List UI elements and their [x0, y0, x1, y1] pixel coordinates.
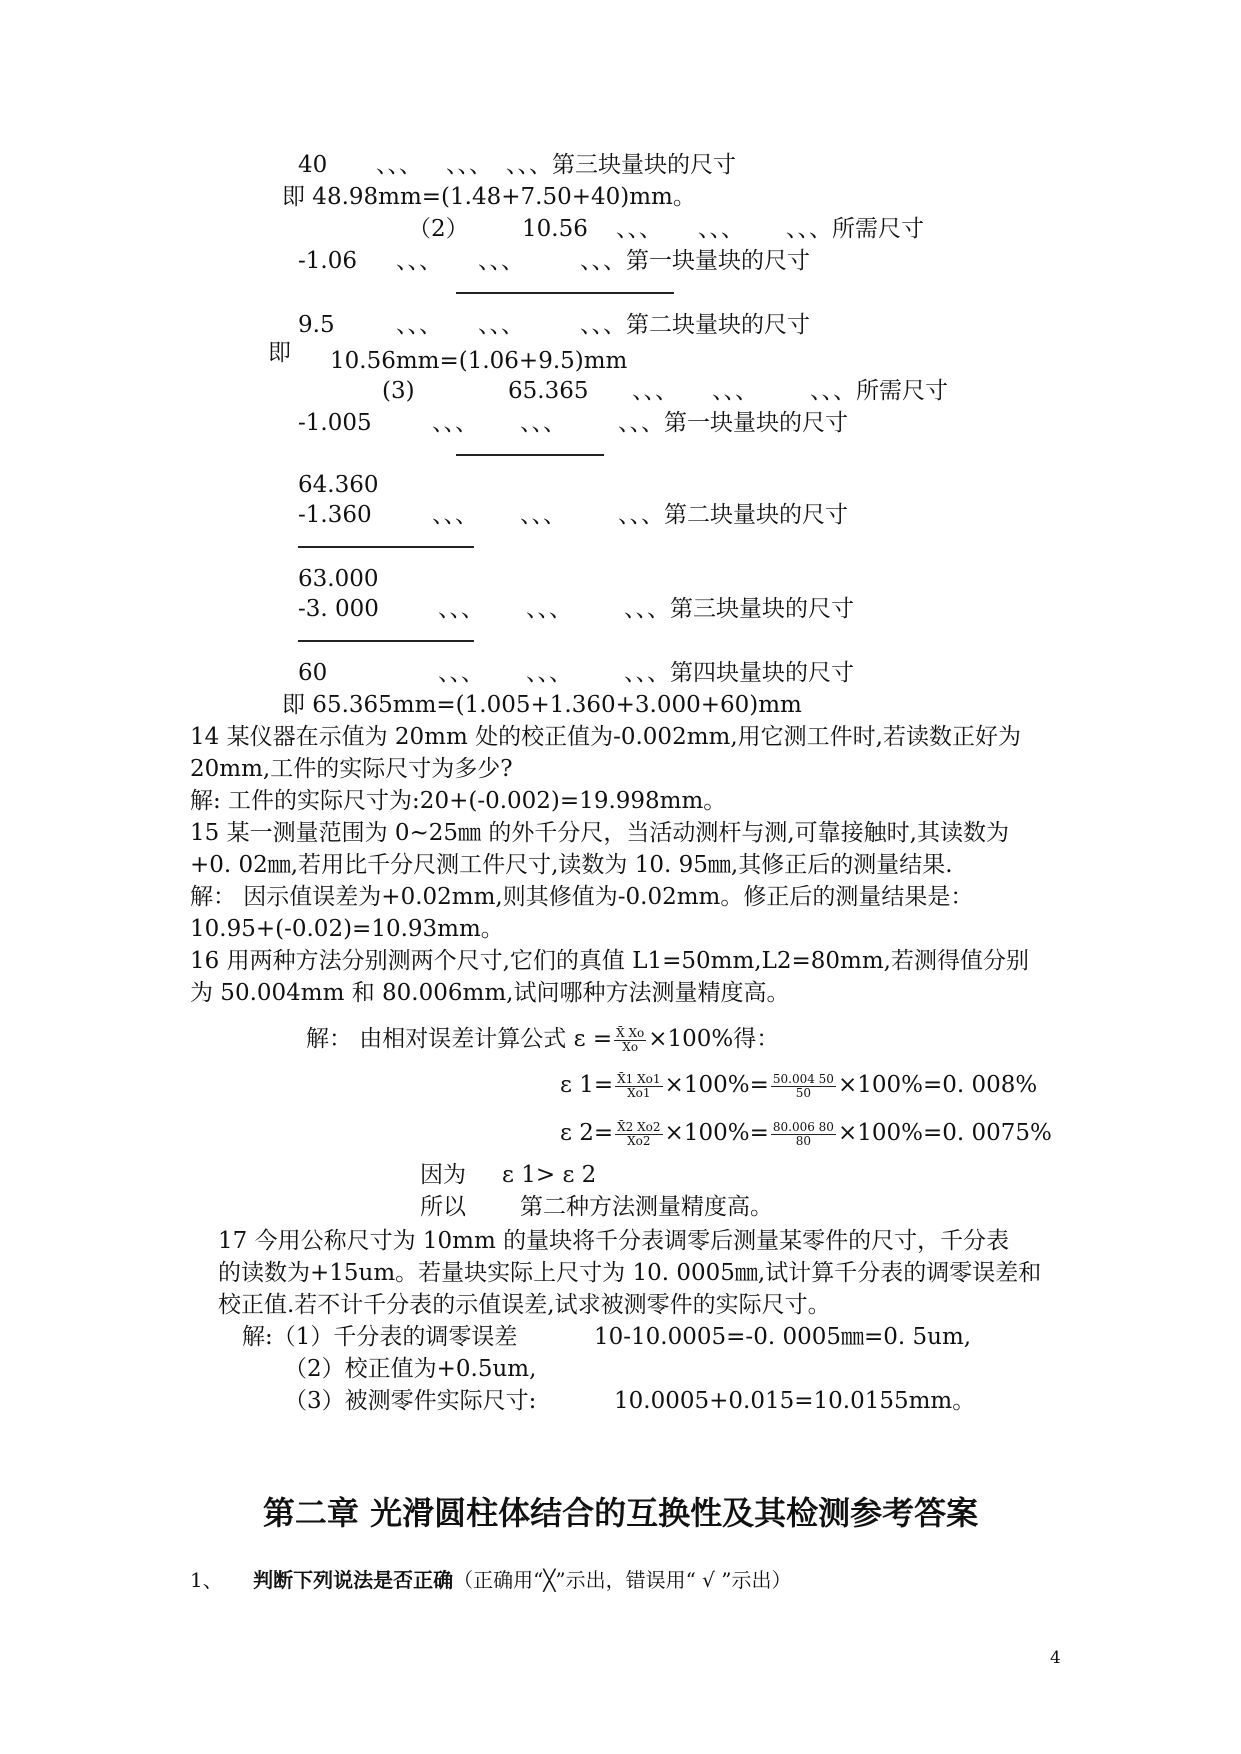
- fraction: $\frac{50.004 50}{50}$: [772, 1071, 834, 1100]
- text-line: 10.95+(-0.02)=10.93mm。: [190, 916, 504, 942]
- text-line: 的读数为+15um。若量块实际上尺寸为 10. 0005㎜,试计算千分表的调零误差和: [218, 1260, 1042, 1286]
- text-line: 即 65.365mm=(1.005+1.360+3.000+60)mm: [282, 692, 802, 718]
- text-line: 64.360: [298, 472, 379, 498]
- question-16: 16 用两种方法分别测两个尺寸,它们的真值 L1=50mm,L2=80mm,若测得值分别: [190, 948, 1029, 974]
- question-14: 14 某仪器在示值为 20mm 处的校正值为-0.002mm,用它测工件时,若读数正好为: [190, 724, 1021, 750]
- formula-line: ε 1= $\frac{X̄1 Xo1}{Xo1}$ ×100%= $\frac{50.004 50}{50}$ ×100%=0. 008%: [560, 1071, 1038, 1100]
- text-line: （2）校正值为+0.5um,: [284, 1356, 537, 1382]
- fraction: $\frac{80.006 80}{80}$: [772, 1119, 834, 1148]
- page-number: 4: [1050, 1648, 1061, 1668]
- divider: [456, 454, 604, 456]
- text-line: 20mm,工件的实际尺寸为多少?: [190, 756, 513, 782]
- text-line: 为 50.004mm 和 80.006mm,试问哪种方法测量精度高。: [190, 980, 790, 1006]
- text-line: 即 48.98mm=(1.48+7.50+40)mm。: [282, 184, 696, 210]
- divider: [298, 546, 474, 548]
- divider: [456, 292, 674, 294]
- formula-line: 解： 由相对误差计算公式 ε = $\frac{X̄ Xo}{Xo}$ ×100%得：: [306, 1025, 780, 1054]
- answer-15: 解： 因示值误差为+0.02mm,则其修值为-0.02mm。修正后的测量结果是：: [190, 884, 974, 910]
- document-page: 40 、、、 、、、 、、、第三块量块的尺寸 即 48.98mm=(1.48+7.50+40)mm。 （2） 10.56 、、、 、、、 、、、所需尺寸 -1.06 、、、 、、、 、、、第一块量块的尺寸 9.5 、、、 、、、 、、、第二块量块的尺寸 即 10.56mm=(1.06+9.5)mm (3) 65.365 、、、 、、、 、、、所需尺寸 -1.005 、、、 、、、 、、、第一块量块的尺寸 64.360 -1.360 、、、 、、、 、、、第二块量块的尺寸 63.000 -3. 000 、、、 、、、 、、、第三块量块的尺寸 60 、、、 、、、 、、、第四块量块的尺寸 即 65.365mm=(1.005+1.360+3.000+60)mm 14 某仪器在示值为 20mm 处的校正值为-0.002mm,用它测工件时,若读数正好为 20mm,工件的实际尺寸为多少? 解: 工件的实际尺寸为:20+(-0.002)=19.998mm。 15 某一测量范围为 0~25㎜ 的外千分尺，当活动测杆与测,可靠接触时,其读数为 +0. 02㎜,若用比千分尺测工件尺寸,读数为 10. 95㎜,其修正后的测量结果. 解： 因示值误差为+0.02mm,则其修值为-0.02mm。修正后的测量结果是： 10.95+(-0.02)=10.93mm。 16 用两种方法分别测两个尺寸,它们的真值 L1=50mm,L2=80mm,若测得值分别 为 50.004mm 和 80.006mm,试问哪种方法测量精度高。 解： 由相对误差计算公式 ε = $\frac{X̄ Xo}{Xo}$ ×100%得： ε 1= $\frac{X̄1 Xo1}{Xo1}$ ×100%= $\frac{50.004 50}{50}$ ×100%=0. 008% ε 2= $\frac{X̄2 Xo2}{Xo2}$ ×100%= $\frac{80.006 80}{80}$ ×100%=0. 0075% 因为 ε 1> ε 2 所以 第二种方法测量精度高。 17 今用公称尺寸为 10mm 的量块将千分表调零后测量某零件的尺寸，千分表 的读数为+15um。若量块实际上尺寸为 10. 0005㎜,试计算千分表的调零误差和 校正值.若不计千分表的示值误差,试求被测零件的实际尺寸。 解:（1）千分表的调零误差 10-10.0005=-0. 0005㎜=0. 5um, （2）校正值为+0.5um, （3）被测零件实际尺寸: 10.0005+0.015=10.0155mm。 第二章 光滑圆柱体结合的互换性及其检测参考答案 1、 判断下列说法是否正确（正确用“╳”示出，错误用“ √ ”示出） 4: [0, 0, 1241, 1754]
- fraction: $\frac{X̄2 Xo2}{Xo2}$: [617, 1119, 661, 1148]
- divider: [298, 640, 474, 642]
- question-1: 1、 判断下列说法是否正确（正确用“╳”示出，错误用“ √ ”示出）: [190, 1568, 792, 1592]
- formula-line: ε 2= $\frac{X̄2 Xo2}{Xo2}$ ×100%= $\frac{80.006 80}{80}$ ×100%=0. 0075%: [560, 1119, 1052, 1148]
- answer-14: 解: 工件的实际尺寸为:20+(-0.002)=19.998mm。: [190, 788, 727, 814]
- text-line: +0. 02㎜,若用比千分尺测工件尺寸,读数为 10. 95㎜,其修正后的测量结果.: [190, 852, 953, 878]
- question-17: 17 今用公称尺寸为 10mm 的量块将千分表调零后测量某零件的尺寸，千分表: [218, 1228, 1010, 1254]
- chapter-title: 第二章 光滑圆柱体结合的互换性及其检测参考答案: [262, 1494, 979, 1532]
- fraction: $\frac{X̄ Xo}{Xo}$: [616, 1025, 645, 1054]
- fraction: $\frac{X̄1 Xo1}{Xo1}$: [617, 1071, 661, 1100]
- question-15: 15 某一测量范围为 0~25㎜ 的外千分尺，当活动测杆与测,可靠接触时,其读数为: [190, 820, 1009, 846]
- text-line: 63.000: [298, 566, 379, 592]
- text-line: 校正值.若不计千分表的示值误差,试求被测零件的实际尺寸。: [218, 1292, 831, 1318]
